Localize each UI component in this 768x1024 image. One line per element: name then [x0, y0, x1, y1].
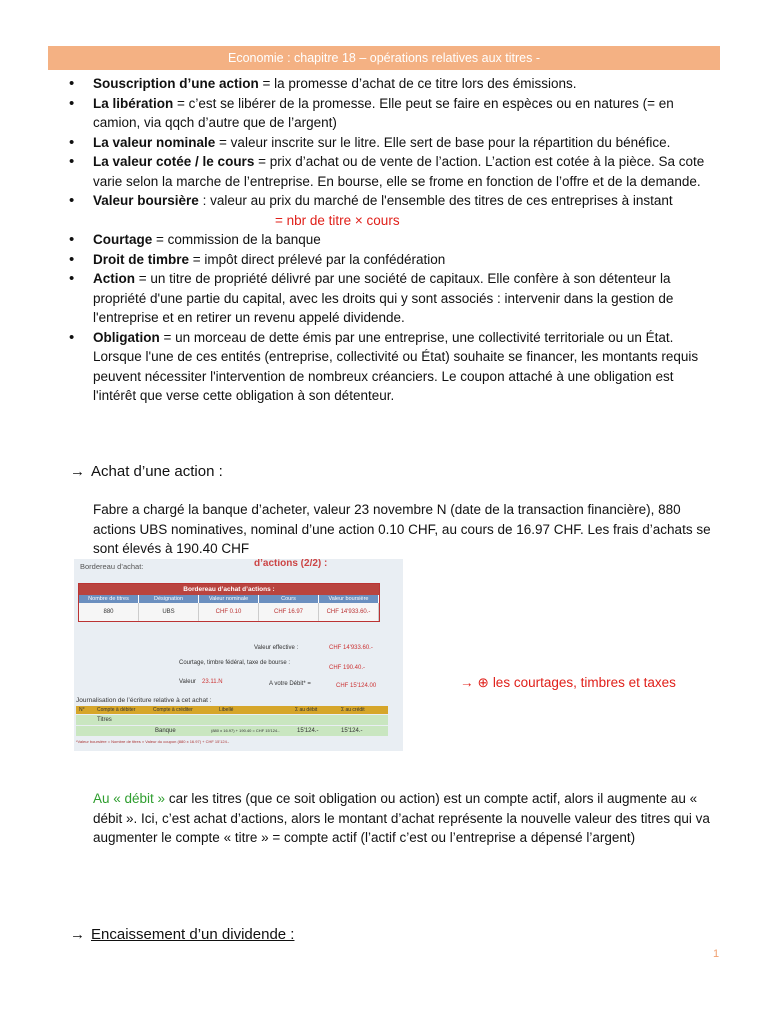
bordereau-value-cell: UBS	[139, 603, 199, 621]
page-header: Economie : chapitre 18 – opérations relatives aux titres -	[48, 46, 720, 70]
definitions-list	[48, 74, 708, 406]
right-arrow-icon: →	[70, 926, 85, 943]
section-heading-text: Encaissement d’un dividende :	[91, 926, 295, 943]
photo-footnote: *Valeur boursière = Nombre de titres × Valeur du coupon (880 x 16.97) + CHF 15'124.-	[76, 739, 230, 744]
definition-term: Action	[93, 271, 135, 286]
frais-label: Courtage, timbre fédéral, taxe de bourse :	[179, 660, 291, 666]
bordereau-header-cell: Valeur nominale	[199, 595, 259, 603]
valeur-effective-value: CHF 14'933.60.-	[329, 645, 373, 651]
definition-term: Valeur boursière	[93, 193, 199, 208]
bordereau-value-cell: CHF 0.10	[199, 603, 259, 621]
definition-term: La libération	[93, 95, 174, 111]
journal-row	[76, 726, 388, 736]
bordereau-photo	[74, 559, 403, 751]
journal-cell: 15'124.-	[297, 728, 319, 734]
debit-keyword: Au « débit »	[93, 791, 166, 806]
definition-term: Courtage	[93, 232, 153, 247]
valeur-label: Valeur	[179, 679, 196, 685]
definition-text: = la promesse d’achat de ce titre lors des émissions.	[258, 76, 577, 91]
definition-term: La valeur cotée / le cours	[93, 154, 255, 169]
right-arrow-icon: →	[70, 463, 85, 480]
journal-cell: (880 x 16.97) + 190.40 = CHF 15'124.-	[211, 728, 280, 733]
definition-item	[48, 133, 708, 153]
section-heading-achat	[70, 462, 223, 482]
journal-header-cell: N°	[79, 707, 85, 713]
definition-item	[48, 74, 708, 94]
bordereau-value-cell: 880	[79, 603, 139, 621]
journal-header-cell: Libellé	[219, 707, 234, 713]
journal-header-cell: Compte à débiter	[97, 707, 136, 713]
definition-text: : valeur au prix du marché de l'ensemble des titres de ces entreprises à instant	[198, 193, 673, 208]
definition-term: Souscription d’une action	[93, 76, 259, 91]
circled-plus-icon: ⊕	[477, 675, 489, 690]
bordereau-header-cell: Désignation	[139, 595, 199, 603]
bordereau-table-title: Bordereau d’achat d’actions :	[79, 584, 379, 595]
frais-annotation	[460, 673, 676, 692]
valeur-boursiere-formula: = nbr de titre × cours	[275, 212, 400, 228]
section-heading-encaissement	[70, 925, 294, 945]
definition-item	[48, 230, 708, 250]
definition-text: = impôt direct prélevé par la confédération	[189, 251, 446, 267]
definition-item	[48, 191, 708, 211]
definition-item	[48, 269, 708, 328]
bordereau-table	[78, 583, 380, 622]
journal-header-row	[76, 706, 388, 714]
definition-text: = prix d’achat ou de vente de l’action. L’action est cotée à la pièce. Sa cote varie selon la marche de l’entreprise. En bourse, elle se frome en fonction de l’offre et de la demande.	[93, 154, 705, 189]
photo-subtitle: d’actions (2/2) :	[254, 559, 328, 569]
definition-text: = commission de la banque	[152, 232, 321, 247]
definition-text: = un morceau de dette émis par une entreprise, une collectivité territoriale ou un État. Lorsque l'une de ces entités (entreprise, collectivité ou État) souhaite se financer, les montants requis peuvent nécessiter l'intervention de nombreux créanciers. Le coupon attaché à une obligation est l'intérêt que verse cette obligation à son détenteur.	[93, 329, 699, 403]
debit-paragraph	[93, 789, 723, 848]
definition-item	[48, 250, 708, 270]
journal-cell: Titres	[97, 717, 112, 723]
definition-term: Droit de timbre	[93, 251, 190, 267]
bordereau-header-cell: Nombre de titres	[79, 595, 139, 603]
bordereau-header-cell: Cours	[259, 595, 319, 603]
debit-total: CHF 15'124.00	[336, 683, 377, 689]
bordereau-value-cell: CHF 14'933.60.-	[319, 603, 379, 621]
bordereau-value-cell: CHF 16.97	[259, 603, 319, 621]
journal-header-cell: Σ au débit	[295, 707, 318, 713]
achat-paragraph: Fabre a chargé la banque d’acheter, valeur 23 novembre N (date de la transaction financière), 880 actions UBS nominatives, nominal d’une action 0.10 CHF, au cours de 16.97 CHF. Les frais d’achats se sont élevés à 190.40 CHF	[93, 502, 711, 556]
debit-label: A votre Débit* =	[269, 681, 311, 687]
annotation-text: les courtages, timbres et taxes	[492, 675, 676, 690]
bordereau-header-cell: Valeur boursière	[319, 595, 379, 603]
journal-header-cell: Compte à créditer	[153, 707, 193, 713]
right-arrow-icon: →	[460, 675, 474, 690]
journal-title: Journalisation de l’écriture relative à cet achat :	[76, 697, 212, 704]
definition-text: = c’est se libérer de la promesse. Elle peut se faire en espèces ou en natures (= en camion, via qqch d’autre que de l’argent)	[93, 95, 674, 130]
journal-cell: Banque	[155, 728, 176, 734]
journal-row	[76, 715, 388, 725]
definition-term: La valeur nominale	[93, 134, 216, 150]
definition-text: = valeur inscrite sur le litre. Elle sert de base pour la répartition du bénéfice.	[215, 134, 671, 150]
definition-text: = un titre de propriété délivré par une société de capitaux. Elle confère à son détenteur la propriété d'une partie du capital, avec les droits qui y sont associés : intervenir dans la gestion de l'entreprise et en retirer un revenu appelé dividende.	[93, 271, 674, 325]
valeur-date: 23.11.N	[202, 679, 223, 685]
debit-explanation: car les titres (que ce soit obligation ou action) est un compte actif, alors il augmente au « débit ». Ici, c’est achat d’actions, alors le montant d’achat représente la nouvelle valeur des titres qui va augmenter le compte « titre » = compte actif (l’actif c’est ou l’entreprise a dépensé l’argent)	[93, 791, 710, 845]
journal-header-cell: Σ au crédit	[341, 707, 365, 713]
section-heading-text: Achat d’une action :	[91, 463, 223, 480]
bordereau-header-row	[79, 595, 379, 603]
definition-item	[48, 328, 708, 406]
journal-cell: 15'124.-	[341, 728, 363, 734]
photo-title: Bordereau d’achat:	[80, 562, 144, 571]
bordereau-value-row	[79, 603, 379, 621]
definition-term: Obligation	[93, 329, 160, 345]
journal-table	[76, 706, 388, 736]
frais-value: CHF 190.40.-	[329, 665, 366, 671]
definition-item	[48, 152, 708, 191]
page-number: 1	[713, 948, 720, 960]
definition-item	[48, 94, 708, 133]
valeur-effective-label: Valeur effective :	[254, 645, 299, 651]
